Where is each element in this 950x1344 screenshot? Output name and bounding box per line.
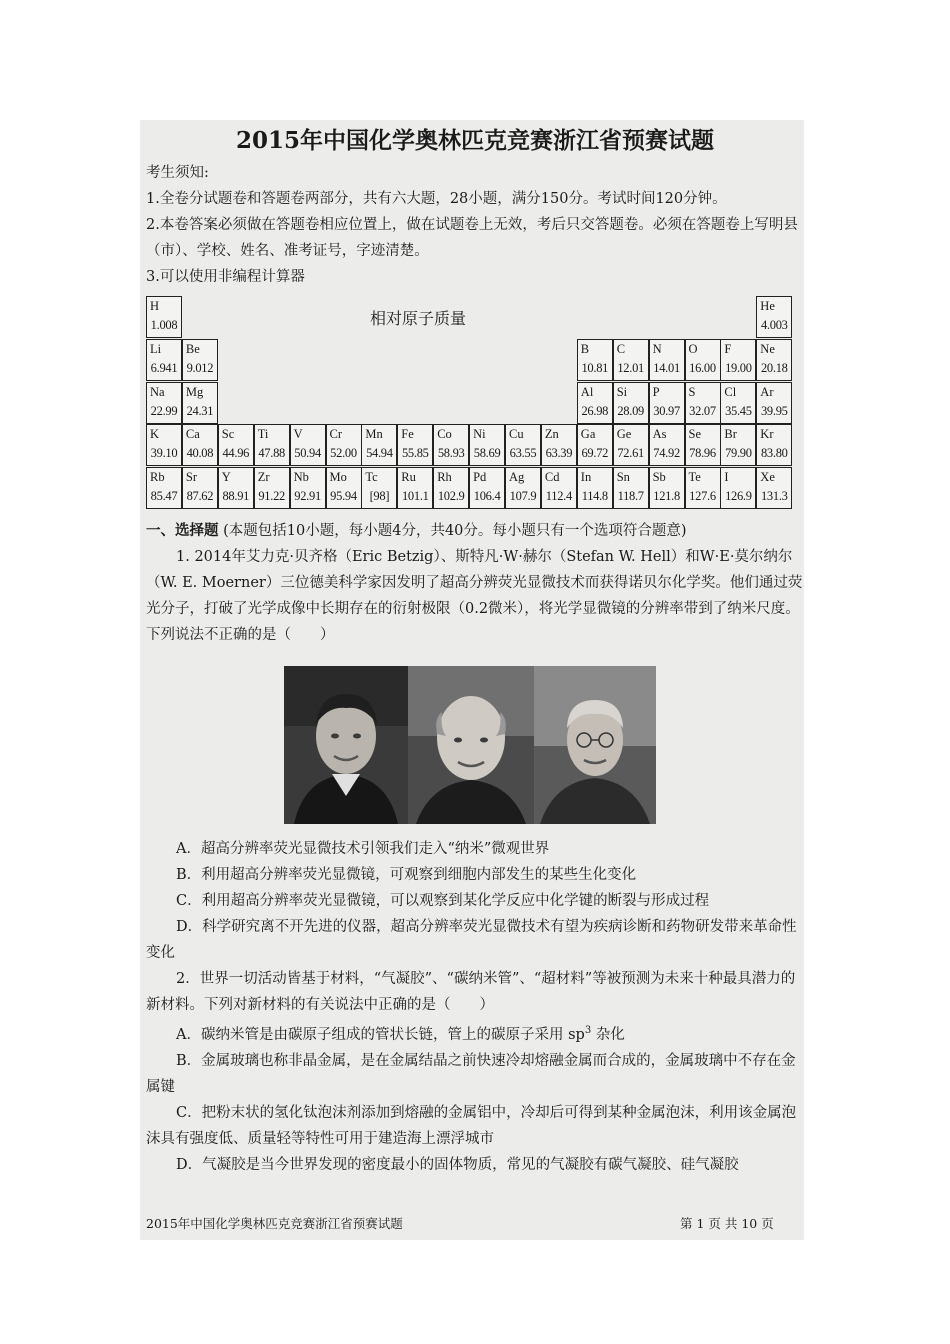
element-symbol: F <box>724 341 732 356</box>
element-symbol: Sc <box>221 427 235 442</box>
element-mass: 39.10 <box>150 446 178 461</box>
element-symbol: V <box>293 427 303 442</box>
element-symbol: Fe <box>401 427 414 442</box>
element-symbol: He <box>760 299 775 313</box>
element-symbol: P <box>652 384 660 399</box>
element-cell-f <box>720 339 756 381</box>
element-cell-ga <box>577 424 613 466</box>
element-mass: 32.07 <box>689 403 716 418</box>
element-symbol: Cl <box>724 384 737 399</box>
element-cell-in <box>577 467 613 509</box>
element-symbol: Te <box>688 470 701 485</box>
element-cell-tc <box>361 467 397 509</box>
question-2-option-b: B．金属玻璃也称非晶金属，是在金属结晶之前快速冷却熔融金属而合成的，金属玻璃中不存在金属键 <box>146 1052 796 1095</box>
element-cell-na <box>146 382 182 424</box>
element-cell-ru <box>397 467 433 509</box>
element-cell-al <box>577 382 613 424</box>
notes-item: 1.全卷分试题卷和答题卷两部分，共有六大题，28小题，满分150分。考试时间120分钟。 <box>146 191 727 207</box>
element-mass: 74.92 <box>653 446 680 461</box>
element-symbol: Ar <box>760 384 774 399</box>
element-mass: 58.69 <box>473 446 501 461</box>
notes-item: 3.可以使用非编程计算器 <box>146 269 305 285</box>
element-mass: 91.22 <box>258 489 285 504</box>
element-mass: 10.81 <box>581 360 609 375</box>
element-mass: 85.47 <box>150 489 178 504</box>
element-cell-ag <box>505 467 541 509</box>
element-cell-zn <box>541 424 577 466</box>
element-cell-br <box>720 424 756 466</box>
element-mass: 40.08 <box>186 446 214 461</box>
element-mass: 78.96 <box>689 446 716 461</box>
element-symbol: N <box>652 341 662 356</box>
element-symbol: Pd <box>473 470 487 485</box>
element-mass: 79.90 <box>725 446 752 461</box>
element-mass: 83.80 <box>760 446 788 461</box>
question-1-option-c: C．利用超高分辨率荧光显微镜，可以观察到某化学反应中化学键的断裂与形成过程 <box>176 893 710 909</box>
element-mass: 118.7 <box>617 489 644 504</box>
footer-title: 2015年中国化学奥林匹克竞赛浙江省预赛试题 <box>146 1216 403 1231</box>
element-cell-xe <box>756 467 792 509</box>
element-symbol: Cr <box>329 427 342 442</box>
element-symbol: As <box>652 427 667 442</box>
footer-page-number: 第 1 页 共 10 页 <box>680 1216 774 1231</box>
element-symbol: Rh <box>437 470 452 485</box>
element-symbol: Zn <box>544 427 559 442</box>
element-cell-cu <box>505 424 541 466</box>
element-symbol: Ag <box>509 470 525 485</box>
element-cell-fe <box>397 424 433 466</box>
element-mass: 95.94 <box>330 489 357 504</box>
element-symbol: O <box>688 341 698 356</box>
element-cell-v <box>290 424 326 466</box>
element-cell-cd <box>541 467 577 509</box>
question-1-stem: 1. 2014年艾力克·贝齐格（Eric Betzig）、斯特凡·W·赫尔（Stefan W. Hell）和W·E·莫尔纳尔（W. E. Moerner）三位德美科学家因发明了超高分辨荧光显微技术而获得诺贝尔化学奖。他们通过荧光分子，打破了光学成像中长期存在的衍射极限（0.2微米），将光学显微镜的分辨率带到了纳米尺度。下列说法不正确的是（ ） <box>146 549 803 643</box>
element-mass: 121.8 <box>653 489 680 504</box>
element-mass: 55.85 <box>401 446 429 461</box>
element-symbol: Cu <box>509 427 524 442</box>
element-mass: 101.1 <box>401 489 429 504</box>
section-description: (本题包括10小题，每小题4分，共40分。每小题只有一个选项符合题意) <box>223 523 687 539</box>
element-symbol: Be <box>185 341 200 356</box>
periodic-table-title: 相对原子质量 <box>370 309 467 328</box>
element-symbol: Br <box>724 427 737 442</box>
element-mass: 88.91 <box>222 489 250 504</box>
element-symbol: Ru <box>401 470 416 485</box>
option-a-superscript: 3 <box>584 1025 592 1036</box>
element-symbol: Xe <box>760 470 775 485</box>
element-cell-se <box>685 424 721 466</box>
element-mass: 44.96 <box>222 446 250 461</box>
element-mass: 9.012 <box>186 360 214 375</box>
element-mass: 39.95 <box>760 403 788 418</box>
element-symbol: Ni <box>473 427 486 442</box>
element-symbol: Co <box>437 427 452 442</box>
photo-laureate-1 <box>284 666 408 824</box>
section-1 <box>146 518 806 648</box>
element-symbol: Ca <box>185 427 200 442</box>
element-cell-b <box>577 339 613 381</box>
element-cell-li <box>146 339 182 381</box>
element-mass: 107.9 <box>509 489 537 504</box>
element-symbol: C <box>616 341 626 356</box>
element-cell-mn <box>361 424 397 466</box>
element-cell-zr <box>254 467 290 509</box>
photo-laureate-3 <box>534 666 656 824</box>
notes-item: 2.本卷答案必须做在答题卷相应位置上，做在试题卷上无效，考后只交答题卷。必须在答题卷上写明县（市）、学校、姓名、准考证号，字迹清楚。 <box>146 217 798 259</box>
element-cell-i <box>720 467 756 509</box>
section-title: 一、选择题 <box>146 522 219 539</box>
exam-notes <box>146 160 806 290</box>
option-a-text-end: 杂化 <box>591 1026 625 1043</box>
section-heading <box>146 518 806 544</box>
element-mass: 114.8 <box>581 489 608 504</box>
element-symbol: S <box>688 384 696 399</box>
element-symbol: Se <box>688 427 701 442</box>
element-mass: 72.61 <box>617 446 644 461</box>
element-cell-be <box>182 339 218 381</box>
element-cell-si <box>613 382 649 424</box>
notes-heading: 考生须知: <box>146 165 209 181</box>
element-cell-ge <box>613 424 649 466</box>
element-cell-p <box>649 382 685 424</box>
element-symbol: Li <box>150 341 162 356</box>
question-2 <box>146 966 806 1178</box>
element-symbol: Sn <box>616 470 630 485</box>
element-cell-cr <box>326 424 362 466</box>
element-cell-ca <box>182 424 218 466</box>
element-mass: 22.99 <box>150 403 178 418</box>
element-cell-n <box>649 339 685 381</box>
element-cell-he <box>756 296 792 338</box>
element-mass: 69.72 <box>581 446 609 461</box>
element-symbol: Ga <box>580 427 596 442</box>
element-cell-as <box>649 424 685 466</box>
element-cell-co <box>433 424 469 466</box>
element-cell-rh <box>433 467 469 509</box>
element-cell-y <box>218 467 254 509</box>
element-mass: 20.18 <box>760 360 788 375</box>
element-mass: 16.00 <box>689 360 716 375</box>
element-symbol: Rb <box>150 470 165 485</box>
element-cell-cl <box>720 382 756 424</box>
element-symbol: Mg <box>185 384 204 399</box>
element-mass: 58.93 <box>437 446 465 461</box>
question-2-stem: 2．世界一切活动皆基于材料，“气凝胶”、“碳纳米管”、“超材料”等被预测为未来十种最具潜力的新材料。下列对新材料的有关说法中正确的是（ ） <box>146 971 796 1013</box>
element-cell-kr <box>756 424 792 466</box>
question-2-option-c: C．把粉末状的氢化钛泡沫剂添加到熔融的金属铝中，冷却后可得到某种金属泡沫，利用该金属泡沫具有强度低、质量轻等特性可用于建造海上漂浮城市 <box>146 1104 797 1147</box>
photo-laureate-2 <box>408 666 534 824</box>
question-1-option-d: D．科学研究离不开先进的仪器，超高分辨率荧光显微技术有望为疾病诊断和药物研发带来革命性变化 <box>146 919 797 961</box>
element-cell-rb <box>146 467 182 509</box>
element-cell-ni <box>469 424 505 466</box>
element-symbol: Al <box>580 384 594 399</box>
element-mass: 6.941 <box>150 360 178 375</box>
element-symbol: Zr <box>257 470 270 485</box>
element-symbol: K <box>150 427 160 442</box>
element-symbol: Mo <box>329 470 347 485</box>
element-mass: 131.3 <box>760 489 788 504</box>
element-mass: 28.09 <box>617 403 644 418</box>
element-symbol: Mn <box>365 427 383 442</box>
element-symbol: Y <box>221 470 231 485</box>
element-cell-pd <box>469 467 505 509</box>
element-mass: 14.01 <box>653 360 680 375</box>
element-cell-c <box>613 339 649 381</box>
element-cell-nb <box>290 467 326 509</box>
element-mass: 102.9 <box>437 489 465 504</box>
element-cell-k <box>146 424 182 466</box>
element-symbol: In <box>580 470 592 485</box>
element-symbol: Ti <box>257 427 269 442</box>
element-cell-h <box>146 296 182 338</box>
element-symbol: Sr <box>185 470 198 485</box>
element-cell-ti <box>254 424 290 466</box>
element-symbol: Si <box>616 384 628 399</box>
element-mass: 112.4 <box>545 489 572 504</box>
element-mass: 50.94 <box>294 446 321 461</box>
page-title: 2015年中国化学奥林匹克竞赛浙江省预赛试题 <box>235 127 714 154</box>
element-mass: 1.008 <box>150 318 178 332</box>
element-mass: 92.91 <box>294 489 321 504</box>
element-mass: 30.97 <box>653 403 680 418</box>
element-symbol: Nb <box>293 470 309 485</box>
element-cell-s <box>685 382 721 424</box>
element-mass: 63.39 <box>545 446 573 461</box>
element-cell-mo <box>326 467 362 509</box>
element-symbol: Ne <box>760 341 775 356</box>
element-mass: 52.00 <box>330 446 357 461</box>
element-cell-sn <box>613 467 649 509</box>
question-1-option-b: B．利用超高分辨率荧光显微镜，可观察到细胞内部发生的某些生化变化 <box>176 867 637 883</box>
laureate-photos <box>284 666 656 824</box>
element-cell-o <box>685 339 721 381</box>
element-mass: 106.4 <box>473 489 501 504</box>
element-mass: 4.003 <box>760 318 788 332</box>
periodic-table <box>146 296 792 510</box>
question-1-options <box>146 836 806 966</box>
element-symbol: Cd <box>544 470 560 485</box>
element-mass: 54.94 <box>366 446 393 461</box>
element-symbol: Kr <box>760 427 774 442</box>
element-symbol: Ge <box>616 427 632 442</box>
option-a-text: A．碳纳米管是由碳原子组成的管状长链，管上的碳原子采用 sp <box>176 1026 585 1043</box>
element-symbol: Na <box>150 384 165 399</box>
element-mass: 19.00 <box>725 360 752 375</box>
element-cell-sr <box>182 467 218 509</box>
element-symbol: Sb <box>652 470 666 485</box>
element-mass: [98] <box>369 489 390 504</box>
element-cell-sb <box>649 467 685 509</box>
element-mass: 63.55 <box>509 446 537 461</box>
element-mass: 47.88 <box>258 446 285 461</box>
element-symbol: B <box>580 341 590 356</box>
element-cell-te <box>685 467 721 509</box>
element-symbol: I <box>724 470 729 485</box>
element-cell-sc <box>218 424 254 466</box>
element-symbol: Tc <box>365 470 378 485</box>
element-cell-ar <box>756 382 792 424</box>
element-symbol: H <box>150 299 160 313</box>
element-mass: 12.01 <box>617 360 644 375</box>
element-mass: 127.6 <box>689 489 716 504</box>
element-mass: 35.45 <box>725 403 752 418</box>
element-cell-mg <box>182 382 218 424</box>
element-mass: 26.98 <box>581 403 609 418</box>
element-mass: 126.9 <box>725 489 752 504</box>
question-2-option-d: D．气凝胶是当今世界发现的密度最小的固体物质，常见的气凝胶有碳气凝胶、硅气凝胶 <box>176 1156 739 1173</box>
element-cell-ne <box>756 339 792 381</box>
element-mass: 24.31 <box>186 403 214 418</box>
question-2-option-a <box>146 1018 806 1048</box>
element-mass: 87.62 <box>186 489 214 504</box>
question-1-option-a: A．超高分辨率荧光显微技术引领我们走入“纳米”微观世界 <box>176 841 550 857</box>
